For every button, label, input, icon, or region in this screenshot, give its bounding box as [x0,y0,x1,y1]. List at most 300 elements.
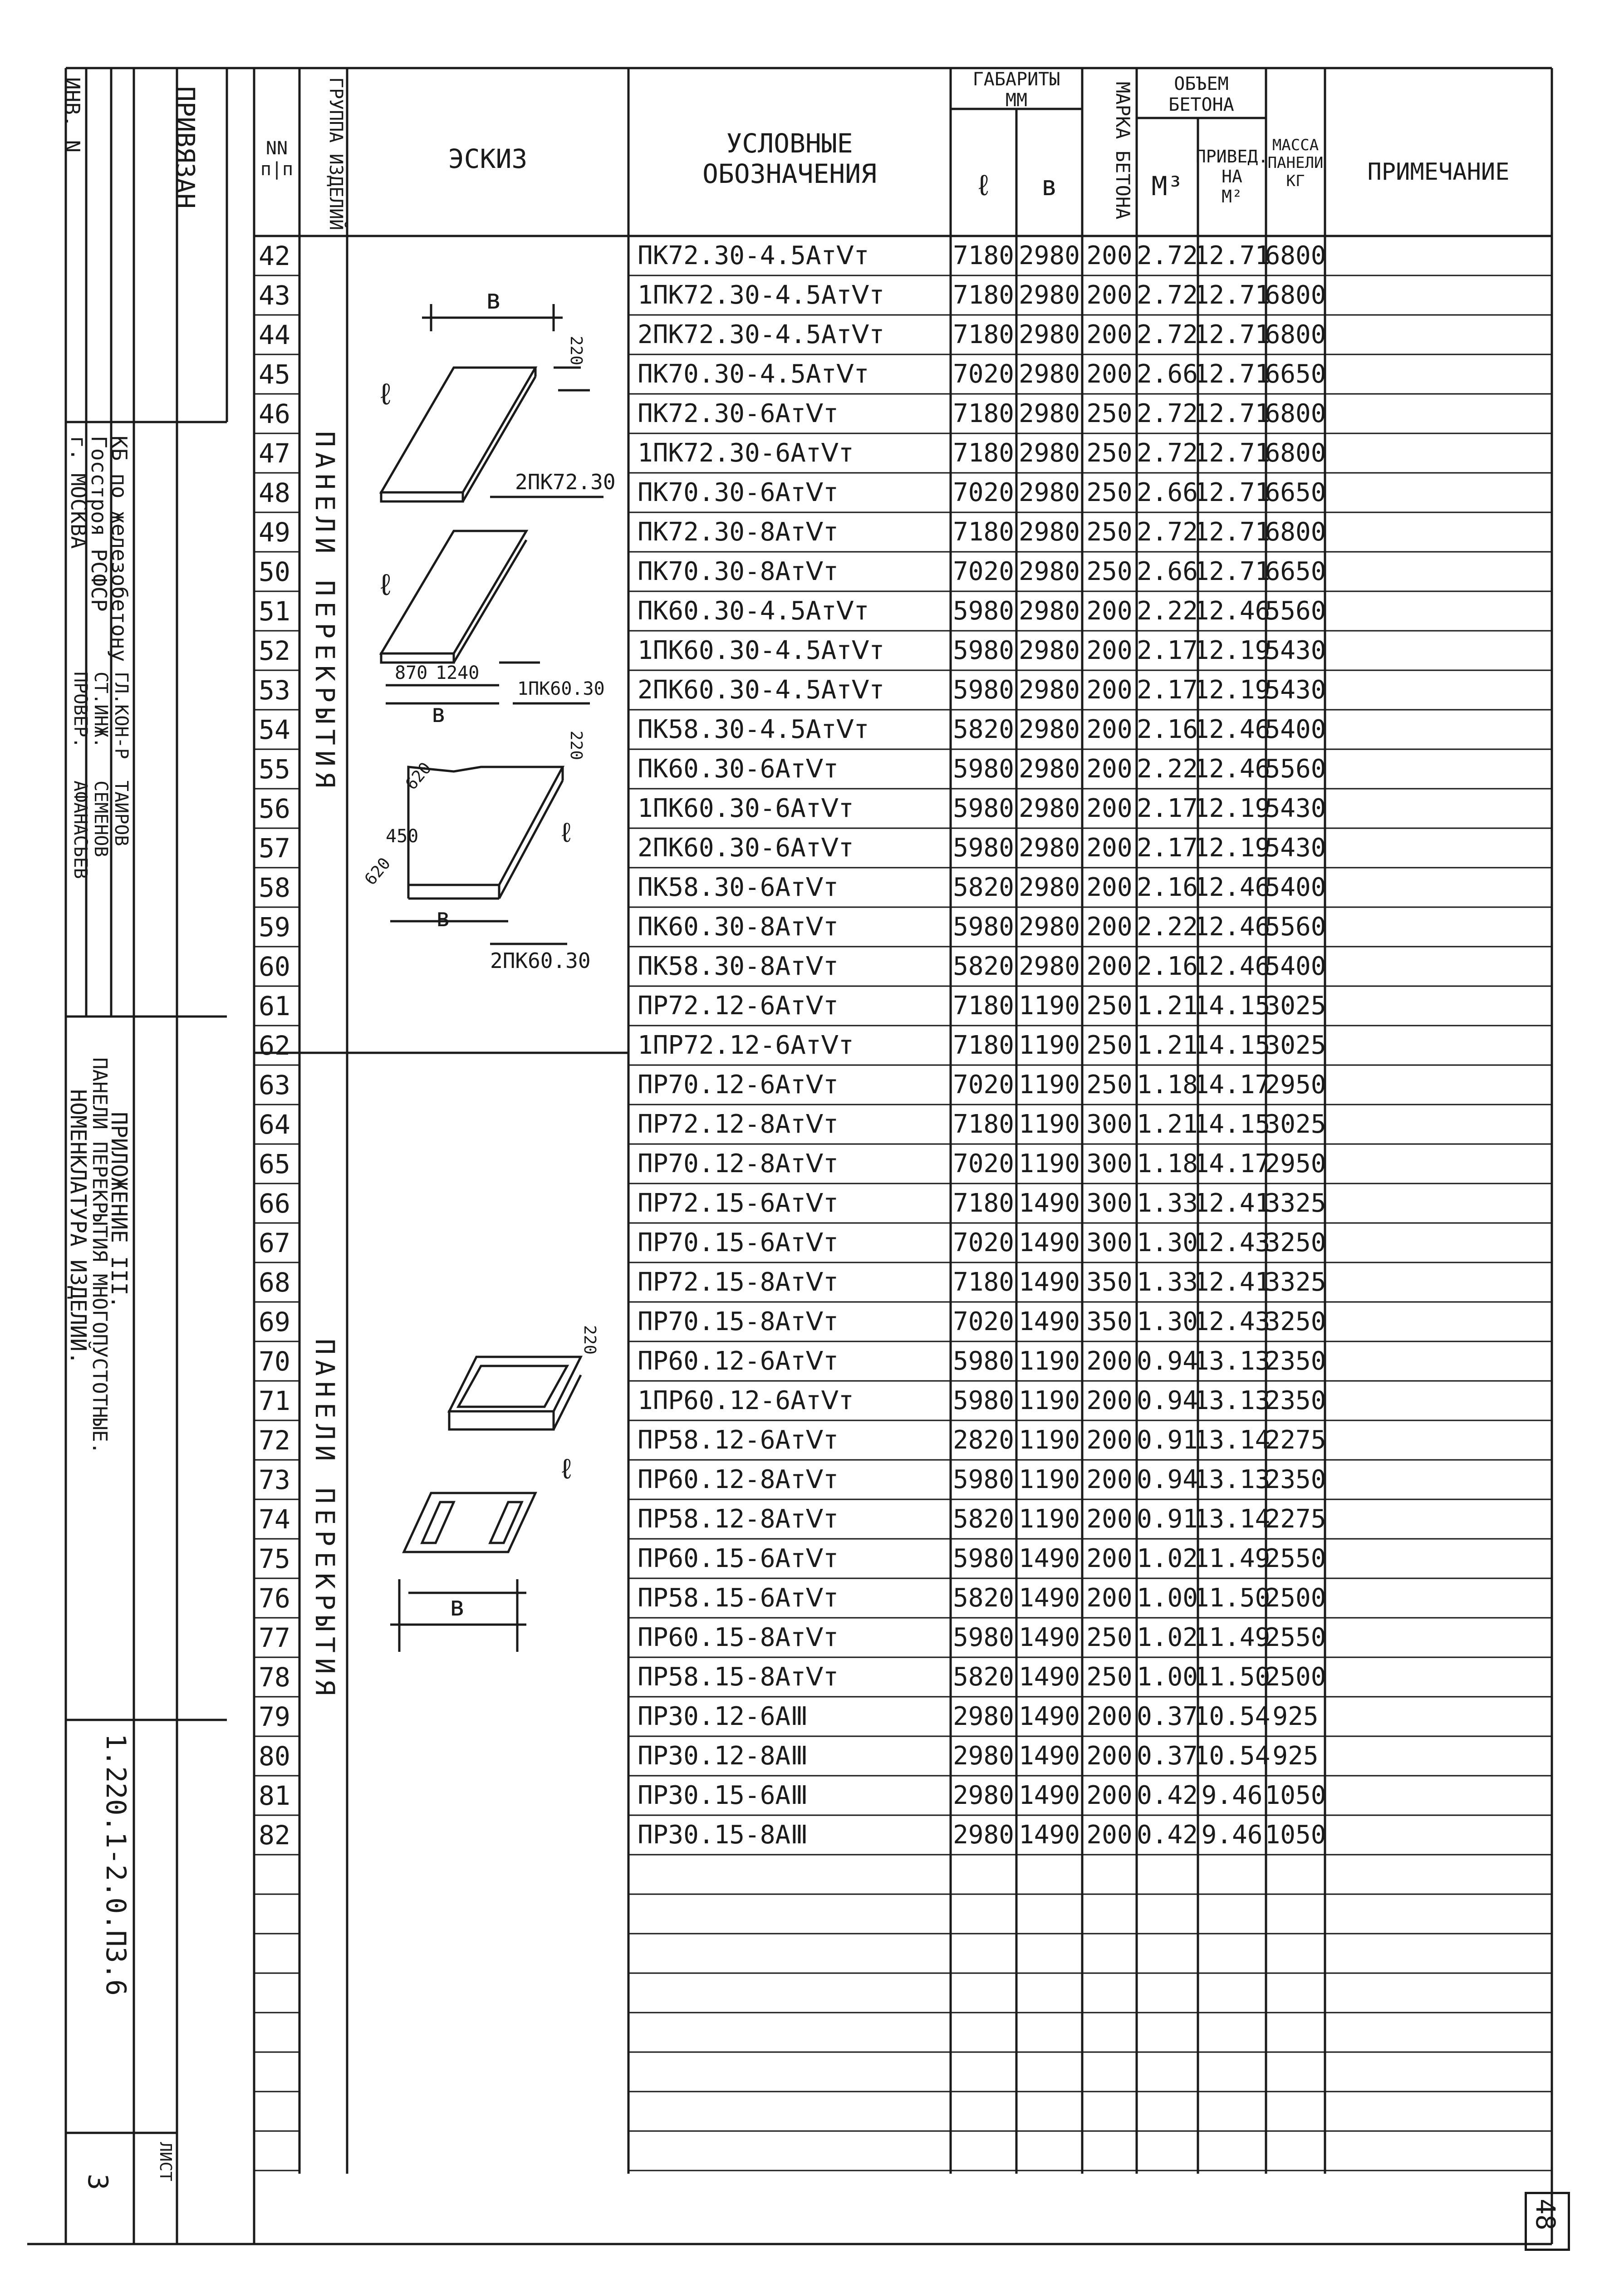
product-group-label-2: ПАНЕЛИ ПЕРЕКРЫТИЯ [309,1339,340,1701]
sketch-label-length-4: ℓ [558,1452,575,1485]
sketch-label-dim-1240: 1240 [436,663,480,683]
header-product-group: ГРУППА ИЗДЕЛИЙ [325,77,346,231]
row-number-cell: 67 [259,1227,290,1258]
width-cell: 1490 [1019,1623,1080,1652]
designation-cell: 1ПР60.12-6АтⅤт [638,1386,854,1415]
length-cell: 2980 [953,1702,1014,1731]
panel-mass-cell: 6650 [1265,557,1326,586]
reduced-volume-cell: 12.19 [1193,833,1271,863]
signature-role: ПРОВЕР. [70,672,91,748]
reduced-volume-cell: 11.49 [1193,1544,1271,1573]
organization-line-3: г. МОСКВА [66,436,91,549]
designation-cell: ПР72.15-8АтⅤт [638,1267,839,1297]
sketch-label-width-1: в [486,284,502,315]
row-number-cell: 54 [259,714,290,745]
designation-cell: ПК70.30-8АтⅤт [638,557,839,586]
volume-m3-cell: 2.16 [1137,952,1198,981]
width-cell: 1490 [1019,1820,1080,1850]
concrete-grade-cell: 200 [1086,1544,1133,1573]
length-cell: 5980 [953,1386,1014,1415]
row-number-cell: 45 [259,359,290,390]
panel-mass-cell: 5560 [1265,754,1326,784]
designation-cell: ПР58.12-8АтⅤт [638,1504,839,1534]
row-number-cell: 64 [259,1109,290,1140]
width-cell: 2980 [1019,280,1080,310]
concrete-grade-cell: 200 [1086,675,1133,705]
sketch-label-width-2: в [431,699,446,728]
length-cell: 5980 [953,596,1014,626]
concrete-grade-cell: 200 [1086,754,1133,784]
length-cell: 7020 [953,1228,1014,1257]
sketch-label-ref-2: 1ПК60.30 [517,678,605,699]
volume-m3-cell: 1.00 [1137,1662,1198,1692]
concrete-grade-cell: 200 [1086,1504,1133,1534]
row-number-cell: 69 [259,1306,290,1337]
concrete-grade-cell: 200 [1086,833,1133,863]
sketch-label-width-3: в [436,903,451,933]
designation-cell: ПК58.30-6АтⅤт [638,873,839,902]
concrete-grade-cell: 200 [1086,636,1133,665]
designation-cell: 1ПР72.12-6АтⅤт [638,1031,854,1060]
volume-m3-cell: 2.17 [1137,636,1198,665]
width-cell: 1190 [1019,1110,1080,1139]
length-cell: 7020 [953,1307,1014,1336]
panel-mass-cell: 5400 [1265,952,1326,981]
width-cell: 2980 [1019,596,1080,626]
header-reduced-volume: ПРИВЕД. НА М² [1195,147,1269,206]
row-number-cell: 65 [259,1148,290,1179]
panel-mass-cell: 6650 [1265,478,1326,507]
designation-cell: ПР30.15-6АⅢ [638,1781,808,1810]
panel-mass-cell: 5430 [1265,636,1326,665]
panel-mass-cell: 3325 [1265,1189,1326,1218]
reduced-volume-cell: 12.41 [1193,1189,1271,1218]
length-cell: 7180 [953,1189,1014,1218]
concrete-grade-cell: 300 [1086,1149,1133,1179]
concrete-grade-cell: 200 [1086,320,1133,349]
panel-mass-cell: 2550 [1265,1623,1326,1652]
length-cell: 5820 [953,952,1014,981]
reduced-volume-cell: 12.46 [1193,715,1271,744]
length-cell: 5980 [953,1623,1014,1652]
volume-m3-cell: 1.33 [1137,1189,1198,1218]
panel-mass-cell: 2950 [1265,1070,1326,1100]
sketch-label-thickness-2: 220 [567,731,585,761]
length-cell: 5980 [953,1465,1014,1494]
sheet-subtitle: НОМЕНКЛАТУРА ИЗДЕЛИЙ. [65,1089,91,1365]
reduced-volume-cell: 14.15 [1193,991,1271,1021]
row-number-cell: 75 [259,1543,290,1574]
panel-mass-cell: 925 [1272,1702,1319,1731]
concrete-grade-cell: 250 [1086,399,1133,428]
width-cell: 1190 [1019,1346,1080,1376]
designation-cell: 1ПК72.30-4.5АтⅤт [638,280,885,310]
reduced-volume-cell: 12.46 [1193,754,1271,784]
width-cell: 1490 [1019,1189,1080,1218]
row-number-cell: 79 [259,1701,290,1732]
width-cell: 1190 [1019,1465,1080,1494]
designation-cell: ПР30.15-8АⅢ [638,1820,808,1850]
designation-cell: 2ПК72.30-4.5АтⅤт [638,320,885,349]
header-width: в [1041,170,1058,202]
reduced-volume-cell: 13.13 [1193,1346,1271,1376]
row-number-cell: 59 [259,911,290,943]
volume-m3-cell: 0.91 [1137,1504,1198,1534]
panel-mass-cell: 5400 [1265,873,1326,902]
row-number-cell: 70 [259,1346,290,1377]
designation-cell: ПК60.30-4.5АтⅤт [638,596,869,626]
volume-m3-cell: 2.66 [1137,359,1198,389]
volume-m3-cell: 1.30 [1137,1307,1198,1336]
designation-cell: ПК70.30-4.5АтⅤт [638,359,869,389]
designation-cell: ПР72.12-8АтⅤт [638,1110,839,1139]
designation-cell: ПР58.15-8АтⅤт [638,1662,839,1692]
volume-m3-cell: 2.22 [1137,754,1198,784]
volume-m3-cell: 1.33 [1137,1267,1198,1297]
reduced-volume-cell: 14.17 [1193,1070,1271,1100]
width-cell: 1490 [1019,1741,1080,1771]
width-cell: 2980 [1019,794,1080,823]
length-cell: 5820 [953,1662,1014,1692]
volume-m3-cell: 2.72 [1137,517,1198,547]
sketch-label-dim-620-top: 620 [402,759,436,794]
header-concrete-volume: ОБЪЕМ БЕТОНА [1168,74,1234,115]
volume-m3-cell: 2.72 [1137,399,1198,428]
concrete-grade-cell: 200 [1086,1781,1133,1810]
concrete-grade-cell: 200 [1086,794,1133,823]
width-cell: 1190 [1019,1031,1080,1060]
appendix-title: ПРИЛОЖЕНИЕ III. [106,1112,132,1309]
row-number-cell: 63 [259,1069,290,1100]
panel-mass-cell: 2275 [1265,1425,1326,1455]
reduced-volume-cell: 12.46 [1193,952,1271,981]
sketch-label-dim-450: 450 [386,826,419,847]
designation-cell: ПР70.12-8АтⅤт [638,1149,839,1179]
reduced-volume-cell: 12.19 [1193,636,1271,665]
designation-cell: ПР70.15-6АтⅤт [638,1228,839,1257]
panel-mass-cell: 2350 [1265,1386,1326,1415]
row-number-cell: 68 [259,1267,290,1298]
concrete-grade-cell: 200 [1086,912,1133,942]
designation-cell: ПК70.30-6АтⅤт [638,478,839,507]
reduced-volume-cell: 12.71 [1193,359,1271,389]
reduced-volume-cell: 12.71 [1193,517,1271,547]
designation-cell: ПР58.15-6АтⅤт [638,1583,839,1613]
panel-mass-cell: 6800 [1265,438,1326,468]
length-cell: 7020 [953,478,1014,507]
reduced-volume-cell: 12.43 [1193,1228,1271,1257]
width-cell: 1490 [1019,1228,1080,1257]
document-code: 1.220.1-2.0.П3.6 [100,1734,132,1996]
width-cell: 2980 [1019,636,1080,665]
row-number-cell: 61 [259,990,290,1022]
volume-m3-cell: 0.37 [1137,1741,1198,1771]
length-cell: 7180 [953,241,1014,270]
reduced-volume-cell: 12.71 [1193,438,1271,468]
length-cell: 7180 [953,438,1014,468]
volume-m3-cell: 2.72 [1137,438,1198,468]
reduced-volume-cell: 10.54 [1193,1741,1271,1771]
row-number-cell: 71 [259,1385,290,1416]
concrete-grade-cell: 250 [1086,517,1133,547]
panel-mass-cell: 3325 [1265,1267,1326,1297]
width-cell: 1190 [1019,1386,1080,1415]
width-cell: 1490 [1019,1267,1080,1297]
length-cell: 5980 [953,833,1014,863]
reduced-volume-cell: 9.46 [1201,1820,1263,1850]
width-cell: 1490 [1019,1702,1080,1731]
concrete-grade-cell: 250 [1086,557,1133,586]
volume-m3-cell: 1.21 [1137,1110,1198,1139]
row-number-cell: 66 [259,1188,290,1219]
panel-mass-cell: 1050 [1265,1820,1326,1850]
signature-name: АФАНАСЬЕВ [70,781,91,879]
row-number-cell: 43 [259,280,290,311]
designation-cell: 2ПК60.30-6АтⅤт [638,833,854,863]
length-cell: 7020 [953,1070,1014,1100]
panel-mass-cell: 5430 [1265,833,1326,863]
volume-m3-cell: 2.17 [1137,794,1198,823]
width-cell: 2980 [1019,517,1080,547]
concrete-grade-cell: 300 [1086,1228,1133,1257]
concrete-grade-cell: 250 [1086,991,1133,1021]
row-number-cell: 74 [259,1503,290,1535]
signature-name: ТАИРОВ [111,781,132,846]
row-number-cell: 58 [259,872,290,903]
panel-mass-cell: 2275 [1265,1504,1326,1534]
panel-mass-cell: 5560 [1265,596,1326,626]
signature-role: ГЛ.КОН-Р [111,672,132,759]
length-cell: 5980 [953,675,1014,705]
reduced-volume-cell: 12.71 [1193,280,1271,310]
width-cell: 2980 [1019,478,1080,507]
row-number-cell: 72 [259,1424,290,1456]
length-cell: 5820 [953,715,1014,744]
width-cell: 2980 [1019,557,1080,586]
row-number-cell: 55 [259,753,290,785]
width-cell: 1490 [1019,1781,1080,1810]
panel-mass-cell: 6800 [1265,241,1326,270]
volume-m3-cell: 0.42 [1137,1820,1198,1850]
concrete-grade-cell: 350 [1086,1267,1133,1297]
designation-cell: 2ПК60.30-4.5АтⅤт [638,675,885,705]
width-cell: 2980 [1019,399,1080,428]
page-number: 48 [1530,2199,1561,2230]
designation-cell: ПР60.12-6АтⅤт [638,1346,839,1376]
designation-cell: ПК72.30-8АтⅤт [638,517,839,547]
concrete-grade-cell: 300 [1086,1189,1133,1218]
concrete-grade-cell: 200 [1086,241,1133,270]
panel-mass-cell: 2500 [1265,1662,1326,1692]
reduced-volume-cell: 13.13 [1193,1386,1271,1415]
row-number-cell: 51 [259,595,290,627]
row-number-cell: 48 [259,477,290,508]
header-panel-mass: МАССА ПАНЕЛИ КГ [1267,136,1324,190]
concrete-grade-cell: 200 [1086,1465,1133,1494]
row-number-cell: 76 [259,1582,290,1614]
volume-m3-cell: 2.22 [1137,596,1198,626]
designation-cell: 1ПК60.30-4.5АтⅤт [638,636,885,665]
panel-mass-cell: 2500 [1265,1583,1326,1613]
width-cell: 1490 [1019,1307,1080,1336]
row-number-cell: 62 [259,1030,290,1061]
volume-m3-cell: 1.00 [1137,1583,1198,1613]
volume-m3-cell: 2.17 [1137,675,1198,705]
sketch-label-dim-870: 870 [395,663,428,683]
panel-mass-cell: 6650 [1265,359,1326,389]
width-cell: 2980 [1019,952,1080,981]
designation-cell: ПР30.12-8АⅢ [638,1741,808,1771]
panel-mass-cell: 2950 [1265,1149,1326,1179]
concrete-grade-cell: 200 [1086,1346,1133,1376]
designation-cell: 1ПК60.30-6АтⅤт [638,794,854,823]
volume-m3-cell: 2.17 [1137,833,1198,863]
panel-mass-cell: 3025 [1265,1031,1326,1060]
width-cell: 2980 [1019,675,1080,705]
concrete-grade-cell: 250 [1086,1662,1133,1692]
designation-cell: ПР60.15-8АтⅤт [638,1623,839,1652]
reduced-volume-cell: 11.50 [1193,1662,1271,1692]
width-cell: 1190 [1019,1149,1080,1179]
concrete-grade-cell: 350 [1086,1307,1133,1336]
panel-mass-cell: 3025 [1265,991,1326,1021]
row-number-cell: 56 [259,793,290,824]
sketch-label-length-1: ℓ [377,377,395,412]
reduced-volume-cell: 14.15 [1193,1110,1271,1139]
length-cell: 2980 [953,1741,1014,1771]
reduced-volume-cell: 12.46 [1193,873,1271,902]
length-cell: 5980 [953,1346,1014,1376]
panel-mass-cell: 1050 [1265,1781,1326,1810]
row-number-cell: 50 [259,556,290,587]
row-number-cell: 82 [259,1819,290,1851]
header-note: ПРИМЕЧАНИЕ [1367,158,1510,186]
designation-cell: ПК58.30-8АтⅤт [638,952,839,981]
length-cell: 7180 [953,280,1014,310]
row-number-cell: 77 [259,1622,290,1653]
length-cell: 7180 [953,517,1014,547]
panel-mass-cell: 5400 [1265,715,1326,744]
concrete-grade-cell: 200 [1086,1820,1133,1850]
concrete-grade-cell: 200 [1086,952,1133,981]
length-cell: 2820 [953,1425,1014,1455]
panel-mass-cell: 925 [1272,1741,1319,1771]
panel-mass-cell: 5430 [1265,794,1326,823]
volume-m3-cell: 2.66 [1137,557,1198,586]
header-dimensions: ГАБАРИТЫ ММ [972,69,1060,111]
row-number-cell: 49 [259,516,290,548]
organization-line-1: КБ по железобетону [107,436,132,662]
length-cell: 5980 [953,912,1014,942]
row-number-cell: 46 [259,398,290,429]
sketch-label-thickness-1: 220 [567,336,585,366]
volume-m3-cell: 1.02 [1137,1623,1198,1652]
sketch-label-width-4: в [449,1591,466,1622]
header-designation: УСЛОВНЫЕ ОБОЗНАЧЕНИЯ [702,128,877,189]
concrete-grade-cell: 200 [1086,1583,1133,1613]
panel-mass-cell: 3025 [1265,1110,1326,1139]
volume-m3-cell: 0.94 [1137,1346,1198,1376]
sheet-number: 3 [82,2174,113,2190]
panel-mass-cell: 5560 [1265,912,1326,942]
volume-m3-cell: 0.37 [1137,1702,1198,1731]
designation-cell: ПК72.30-4.5АтⅤт [638,241,869,270]
concrete-grade-cell: 200 [1086,873,1133,902]
volume-m3-cell: 2.16 [1137,715,1198,744]
reduced-volume-cell: 12.41 [1193,1267,1271,1297]
volume-m3-cell: 2.72 [1137,280,1198,310]
header-concrete-grade: МАРКА БЕТОНА [1112,82,1134,220]
sketch-label-dim-620-bottom: 620 [361,854,395,889]
privyazan-label: ПРИВЯЗАН [170,86,200,209]
row-number-cell: 53 [259,674,290,706]
reduced-volume-cell: 13.14 [1193,1504,1271,1534]
header-sketch: ЭСКИЗ [448,143,528,174]
signature-name: СЕМЕНОВ [90,781,111,857]
length-cell: 5980 [953,794,1014,823]
reduced-volume-cell: 12.71 [1193,320,1271,349]
designation-cell: 1ПК72.30-6АтⅤт [638,438,854,468]
reduced-volume-cell: 12.19 [1193,794,1271,823]
row-number-cell: 52 [259,635,290,666]
row-number-cell: 47 [259,437,290,469]
volume-m3-cell: 0.94 [1137,1465,1198,1494]
volume-m3-cell: 1.30 [1137,1228,1198,1257]
volume-m3-cell: 1.02 [1137,1544,1198,1573]
panel-mass-cell: 2350 [1265,1346,1326,1376]
designation-cell: ПК60.30-8АтⅤт [638,912,839,942]
concrete-grade-cell: 200 [1086,280,1133,310]
panel-mass-cell: 5430 [1265,675,1326,705]
sketch-label-length-3: ℓ [558,817,575,849]
width-cell: 2980 [1019,320,1080,349]
sheet-label: ЛИСТ [156,2142,175,2181]
length-cell: 5820 [953,1583,1014,1613]
length-cell: 5820 [953,873,1014,902]
concrete-grade-cell: 200 [1086,1741,1133,1771]
length-cell: 7180 [953,320,1014,349]
header-volume-m3: М³ [1151,170,1183,201]
width-cell: 2980 [1019,241,1080,270]
panel-mass-cell: 3250 [1265,1228,1326,1257]
length-cell: 5980 [953,754,1014,784]
panel-mass-cell: 2350 [1265,1465,1326,1494]
reduced-volume-cell: 12.19 [1193,675,1271,705]
sketch-label-length-2: ℓ [377,567,395,602]
width-cell: 2980 [1019,359,1080,389]
volume-m3-cell: 2.16 [1137,873,1198,902]
volume-m3-cell: 2.72 [1137,320,1198,349]
reduced-volume-cell: 14.17 [1193,1149,1271,1179]
designation-cell: ПР30.12-6АⅢ [638,1702,808,1731]
concrete-grade-cell: 250 [1086,438,1133,468]
volume-m3-cell: 2.66 [1137,478,1198,507]
panel-mass-cell: 6800 [1265,517,1326,547]
length-cell: 7020 [953,359,1014,389]
length-cell: 7180 [953,399,1014,428]
width-cell: 1190 [1019,1070,1080,1100]
designation-cell: ПР70.15-8АтⅤт [638,1307,839,1336]
reduced-volume-cell: 12.71 [1193,478,1271,507]
sheet-title: ПАНЕЛИ ПЕРЕКРЫТИЯ МНОГОПУСТОТНЫЕ. [88,1057,111,1454]
volume-m3-cell: 2.72 [1137,241,1198,270]
concrete-grade-cell: 200 [1086,1425,1133,1455]
reduced-volume-cell: 12.43 [1193,1307,1271,1336]
width-cell: 1490 [1019,1583,1080,1613]
header-length: ℓ [975,169,992,203]
sketch-label-thickness-4: 220 [580,1325,599,1355]
width-cell: 2980 [1019,912,1080,942]
